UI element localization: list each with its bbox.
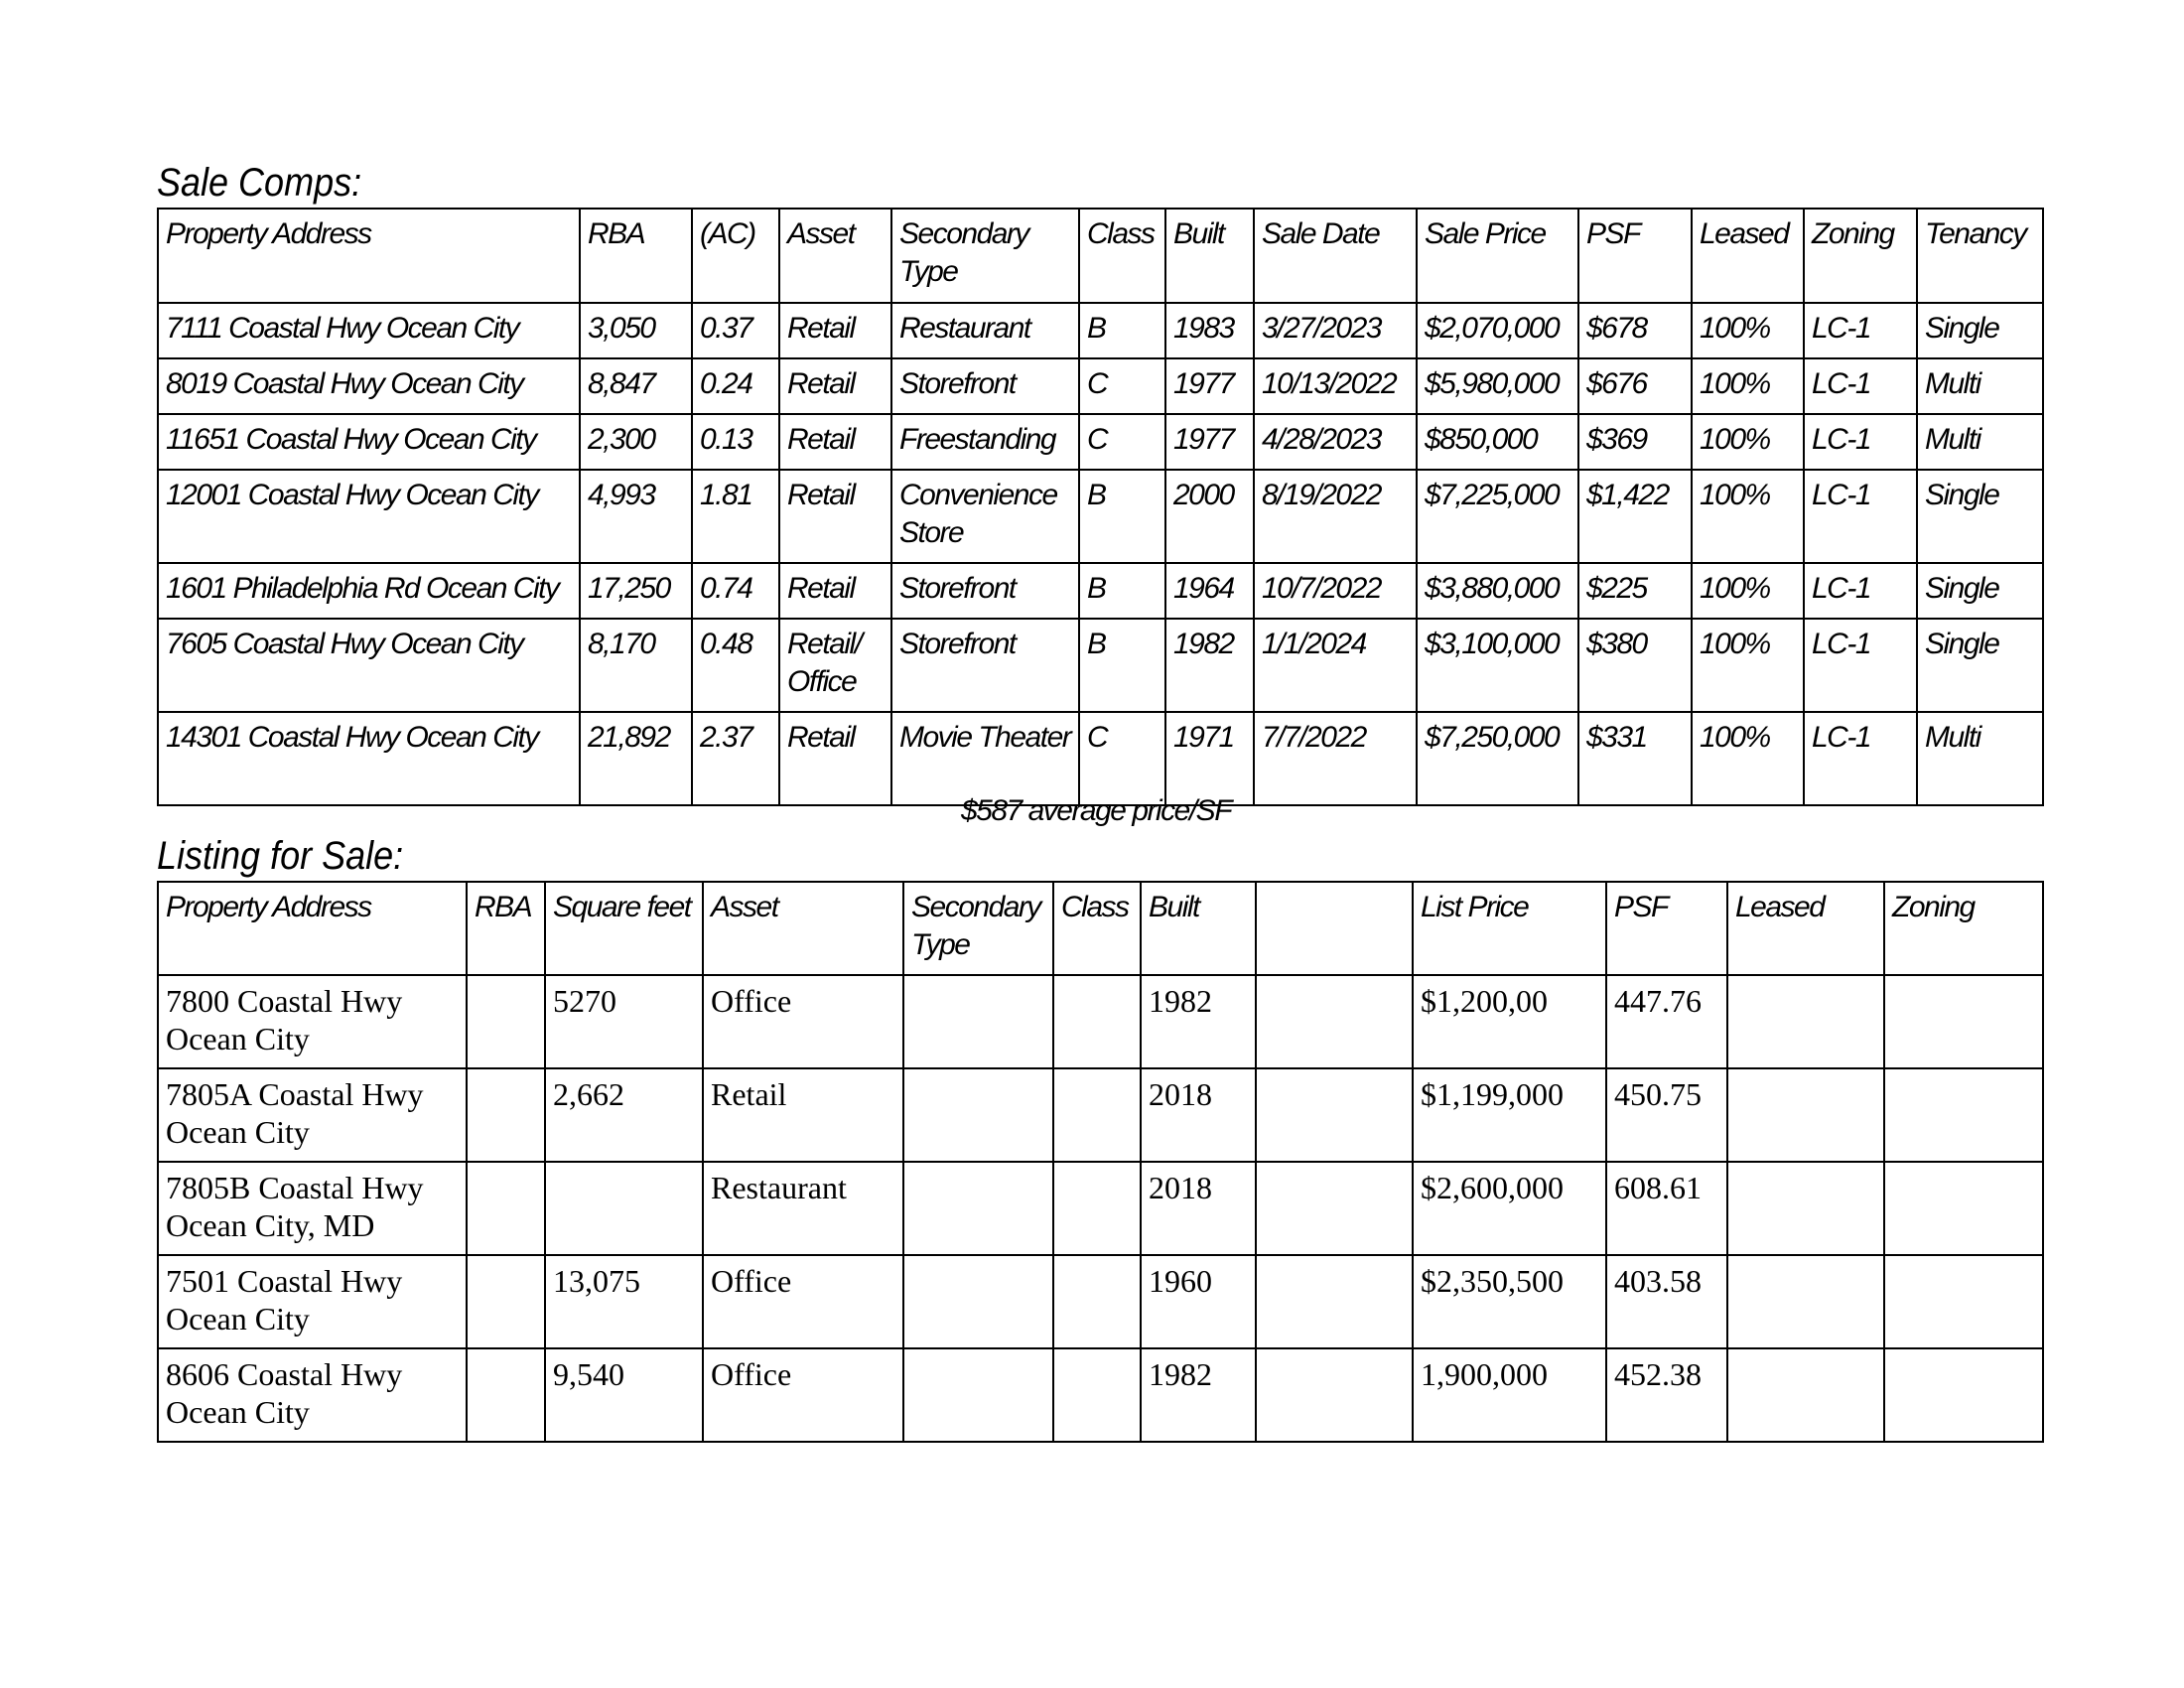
listing-cell: 2018 [1141,1162,1256,1255]
sale-comps-cell: 2.37 [692,712,779,805]
sale-comps-cell: $676 [1578,358,1692,414]
listing-cell: 450.75 [1606,1068,1727,1162]
listing-cell [1053,1348,1141,1442]
sale-comps-cell: 10/7/2022 [1254,563,1417,619]
listing-cell [1727,975,1884,1068]
sale-comps-cell: 12001 Coastal Hwy Ocean City [158,470,580,563]
listing-cell [903,1348,1053,1442]
sale-comps-cell: B [1079,563,1165,619]
sale-comps-cell: Single [1917,619,2043,712]
sale-comps-cell: $850,000 [1417,414,1578,470]
sale-comps-cell: 2000 [1165,470,1254,563]
sale-comps-cell: $225 [1578,563,1692,619]
sale-comps-cell: 1983 [1165,303,1254,358]
listing-cell: Restaurant [703,1162,903,1255]
listing-cell [1053,1068,1141,1162]
sale-comps-cell: Single [1917,470,2043,563]
listing-cell [903,1255,1053,1348]
listing-cell [1884,1255,2043,1348]
listing-header-cell: RBA [467,882,545,975]
listing-cell [1727,1255,1884,1348]
sale-comps-cell: $380 [1578,619,1692,712]
sale-comps-cell: $369 [1578,414,1692,470]
sale-comps-cell: 100% [1692,303,1804,358]
listing-header-cell: Zoning [1884,882,2043,975]
sale-comps-cell: 8,170 [580,619,692,712]
listing-cell [1727,1348,1884,1442]
listing-cell: 2018 [1141,1068,1256,1162]
listing-cell [1256,1255,1413,1348]
sale-comps-cell: $3,100,000 [1417,619,1578,712]
sale-comps-cell: 1982 [1165,619,1254,712]
listing-cell [545,1162,703,1255]
listing-cell: 452.38 [1606,1348,1727,1442]
sale-comps-cell: LC-1 [1804,303,1917,358]
sale-comps-cell: C [1079,414,1165,470]
listing-cell: 1960 [1141,1255,1256,1348]
listing-cell: $2,600,000 [1413,1162,1606,1255]
sale-comps-header-cell: Built [1165,209,1254,303]
listing-table-row [158,1255,2043,1348]
listing-cell [903,1068,1053,1162]
listing-cell [1727,1068,1884,1162]
sale-comps-cell: C [1079,712,1165,805]
sale-comps-header-cell: (AC) [692,209,779,303]
sale-comps-cell: LC-1 [1804,619,1917,712]
sale-comps-cell: Multi [1917,712,2043,805]
sale-comps-cell: Retail/ Office [779,619,891,712]
sale-comps-cell: 14301 Coastal Hwy Ocean City [158,712,580,805]
sale-comps-table-row [158,358,2043,414]
sale-comps-cell: 17,250 [580,563,692,619]
sale-comps-cell: Single [1917,303,2043,358]
listing-table-row [158,1162,2043,1255]
sale-comps-cell: Restaurant [891,303,1079,358]
sale-comps-cell: $2,070,000 [1417,303,1578,358]
listing-cell [1884,1068,2043,1162]
listing-heading: Listing for Sale: [157,834,404,878]
listing-cell: 403.58 [1606,1255,1727,1348]
listing-cell: 9,540 [545,1348,703,1442]
sale-comps-cell: LC-1 [1804,414,1917,470]
sale-comps-cell: 0.13 [692,414,779,470]
sale-comps-header-cell: Tenancy [1917,209,2043,303]
sale-comps-header-cell: RBA [580,209,692,303]
sale-comps-cell: $7,225,000 [1417,470,1578,563]
sale-comps-cell: $331 [1578,712,1692,805]
sale-comps-cell: 8/19/2022 [1254,470,1417,563]
sale-comps-header-cell: Class [1079,209,1165,303]
sale-comps-cell: $3,880,000 [1417,563,1578,619]
listing-cell [467,1162,545,1255]
sale-comps-cell: 10/13/2022 [1254,358,1417,414]
listing-cell: Office [703,975,903,1068]
sale-comps-cell: Retail [779,563,891,619]
sale-comps-cell: 100% [1692,470,1804,563]
listing-cell: Retail [703,1068,903,1162]
listing-cell: 7501 Coastal Hwy Ocean City [158,1255,467,1348]
listing-cell [1053,1162,1141,1255]
sale-comps-cell: C [1079,358,1165,414]
sale-comps-cell: Retail [779,414,891,470]
listing-cell [1256,1068,1413,1162]
listing-cell [1256,975,1413,1068]
listing-cell: 8606 Coastal Hwy Ocean City [158,1348,467,1442]
listing-cell: $1,199,000 [1413,1068,1606,1162]
sale-comps-cell: B [1079,470,1165,563]
sale-comps-cell: 1601 Philadelphia Rd Ocean City [158,563,580,619]
sale-comps-cell: 100% [1692,563,1804,619]
listing-cell: 2,662 [545,1068,703,1162]
sale-comps-cell: LC-1 [1804,470,1917,563]
listing-header-row [158,882,2043,975]
sale-comps-cell: 11651 Coastal Hwy Ocean City [158,414,580,470]
sale-comps-cell: 100% [1692,712,1804,805]
listing-header-cell: Square feet [545,882,703,975]
sale-comps-cell: 7605 Coastal Hwy Ocean City [158,619,580,712]
sale-comps-cell: 0.37 [692,303,779,358]
listing-cell [1727,1162,1884,1255]
sale-comps-cell: Multi [1917,358,2043,414]
sale-comps-cell: Retail [779,712,891,805]
sale-comps-cell: 0.24 [692,358,779,414]
sale-comps-cell: Storefront [891,358,1079,414]
sale-comps-cell: 1977 [1165,358,1254,414]
sale-comps-cell: Movie Theater [891,712,1079,805]
sale-comps-table [157,208,2044,806]
sale-comps-header-cell: Asset [779,209,891,303]
listing-header-cell: Property Address [158,882,467,975]
sale-comps-cell: 4/28/2023 [1254,414,1417,470]
sale-comps-table-row [158,303,2043,358]
listing-table-row [158,1068,2043,1162]
listing-cell: 608.61 [1606,1162,1727,1255]
listing-cell: 1,900,000 [1413,1348,1606,1442]
listing-header-cell [1256,882,1413,975]
listing-cell: 1982 [1141,975,1256,1068]
sale-comps-header-row [158,209,2043,303]
sale-comps-cell: 1/1/2024 [1254,619,1417,712]
sale-comps-cell: 21,892 [580,712,692,805]
sale-comps-cell: $5,980,000 [1417,358,1578,414]
listing-cell [467,1348,545,1442]
listing-header-cell: List Price [1413,882,1606,975]
sale-comps-cell: 0.48 [692,619,779,712]
sale-comps-cell: 7/7/2022 [1254,712,1417,805]
sale-comps-cell: Single [1917,563,2043,619]
sale-comps-cell: $1,422 [1578,470,1692,563]
sale-comps-header-cell: Property Address [158,209,580,303]
sale-comps-cell: LC-1 [1804,358,1917,414]
listing-cell: Office [703,1255,903,1348]
listing-header-cell: Class [1053,882,1141,975]
sale-comps-cell: 8,847 [580,358,692,414]
sale-comps-header-cell: Leased [1692,209,1804,303]
sale-comps-cell: Freestanding [891,414,1079,470]
listing-cell [1884,1162,2043,1255]
sale-comps-header-cell: Secondary Type [891,209,1079,303]
listing-cell: 13,075 [545,1255,703,1348]
sale-comps-cell: 7111 Coastal Hwy Ocean City [158,303,580,358]
sale-comps-table-row [158,712,2043,805]
listing-cell [903,975,1053,1068]
sale-comps-cell: Retail [779,358,891,414]
sale-comps-cell: 1964 [1165,563,1254,619]
sale-comps-cell: $678 [1578,303,1692,358]
listing-cell: 7805B Coastal Hwy Ocean City, MD [158,1162,467,1255]
sale-comps-cell: Retail [779,470,891,563]
listing-cell: 5270 [545,975,703,1068]
listing-cell: $1,200,00 [1413,975,1606,1068]
listing-header-cell: PSF [1606,882,1727,975]
sale-comps-table-row [158,414,2043,470]
sale-comps-cell: 1.81 [692,470,779,563]
sale-comps-cell: 3,050 [580,303,692,358]
sale-comps-cell: 0.74 [692,563,779,619]
listing-cell: 7805A Coastal Hwy Ocean City [158,1068,467,1162]
sale-comps-cell: 2,300 [580,414,692,470]
sale-comps-header-cell: Zoning [1804,209,1917,303]
sale-comps-cell: Storefront [891,619,1079,712]
listing-cell [1053,1255,1141,1348]
listing-cell [1884,1348,2043,1442]
listing-header-cell: Leased [1727,882,1884,975]
sale-comps-heading: Sale Comps: [157,161,362,205]
sale-comps-cell: 100% [1692,414,1804,470]
listing-cell [1256,1162,1413,1255]
sale-comps-table-row [158,470,2043,563]
sale-comps-header-cell: Sale Date [1254,209,1417,303]
listing-cell [467,975,545,1068]
sale-comps-table-row [158,563,2043,619]
listing-cell: $2,350,500 [1413,1255,1606,1348]
sale-comps-cell: B [1079,303,1165,358]
average-price-note: $587 average price/SF [961,794,1232,827]
sale-comps-cell: 4,993 [580,470,692,563]
listing-cell: 1982 [1141,1348,1256,1442]
listing-table-row [158,975,2043,1068]
listing-cell: Office [703,1348,903,1442]
listing-cell [1053,975,1141,1068]
sale-comps-cell: LC-1 [1804,712,1917,805]
listing-cell [903,1162,1053,1255]
listing-cell [1884,975,2043,1068]
listing-header-cell: Built [1141,882,1256,975]
listing-table [157,881,2044,1443]
listing-table-row [158,1348,2043,1442]
listing-cell: 7800 Coastal Hwy Ocean City [158,975,467,1068]
sale-comps-cell: 100% [1692,619,1804,712]
listing-cell [467,1255,545,1348]
listing-header-cell: Secondary Type [903,882,1053,975]
sale-comps-cell: LC-1 [1804,563,1917,619]
sale-comps-cell: Convenience Store [891,470,1079,563]
sale-comps-header-cell: PSF [1578,209,1692,303]
sale-comps-cell: $7,250,000 [1417,712,1578,805]
sale-comps-cell: Retail [779,303,891,358]
sale-comps-cell: Multi [1917,414,2043,470]
listing-cell [1256,1348,1413,1442]
listing-header-cell: Asset [703,882,903,975]
sale-comps-cell: 1971 [1165,712,1254,805]
sale-comps-cell: 1977 [1165,414,1254,470]
listing-cell: 447.76 [1606,975,1727,1068]
sale-comps-cell: 8019 Coastal Hwy Ocean City [158,358,580,414]
sale-comps-cell: 100% [1692,358,1804,414]
sale-comps-header-cell: Sale Price [1417,209,1578,303]
listing-cell [467,1068,545,1162]
sale-comps-table-row [158,619,2043,712]
sale-comps-cell: 3/27/2023 [1254,303,1417,358]
sale-comps-cell: Storefront [891,563,1079,619]
sale-comps-cell: B [1079,619,1165,712]
